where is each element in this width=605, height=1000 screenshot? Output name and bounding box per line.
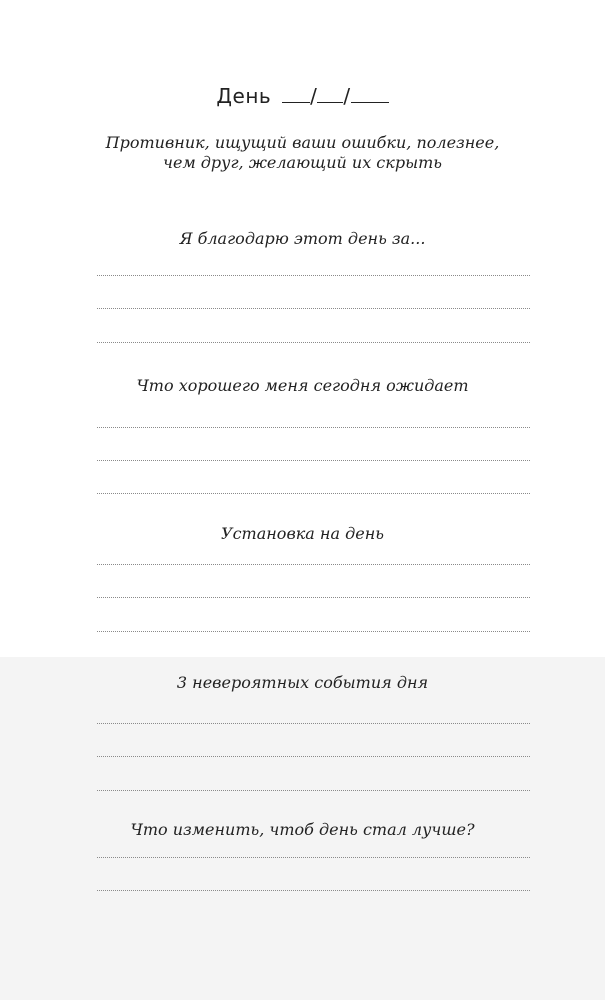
writing-line[interactable] xyxy=(97,493,530,494)
writing-line[interactable] xyxy=(97,460,530,461)
section-title-improve: Что изменить, чтоб день стал лучше? xyxy=(130,820,475,839)
date-separator: / xyxy=(310,84,318,108)
writing-line[interactable] xyxy=(97,790,530,791)
section-title-gratitude: Я благодарю этот день за... xyxy=(179,229,426,248)
year-blank[interactable] xyxy=(351,84,389,103)
section-title-expectations: Что хорошего меня сегодня ожидает xyxy=(136,376,469,395)
day-blank[interactable] xyxy=(282,84,310,103)
writing-line[interactable] xyxy=(97,756,530,757)
quote-line-2: чем друг, желающий их скрыть xyxy=(163,153,442,172)
month-blank[interactable] xyxy=(317,84,343,103)
writing-line[interactable] xyxy=(97,564,530,565)
date-header xyxy=(0,84,605,108)
section-title-events: 3 невероятных события дня xyxy=(176,673,429,692)
writing-line[interactable] xyxy=(97,890,530,891)
writing-line[interactable] xyxy=(97,723,530,724)
quote xyxy=(0,133,605,173)
writing-line[interactable] xyxy=(97,342,530,343)
writing-line[interactable] xyxy=(97,597,530,598)
date-separator: / xyxy=(343,84,351,108)
writing-line[interactable] xyxy=(97,308,530,309)
day-label: День xyxy=(216,84,272,108)
writing-line[interactable] xyxy=(97,631,530,632)
writing-line[interactable] xyxy=(97,427,530,428)
writing-line[interactable] xyxy=(97,275,530,276)
quote-line-1: Противник, ищущий ваши ошибки, полезнее, xyxy=(105,133,500,152)
writing-line[interactable] xyxy=(97,857,530,858)
section-title-intention: Установка на день xyxy=(221,524,384,543)
